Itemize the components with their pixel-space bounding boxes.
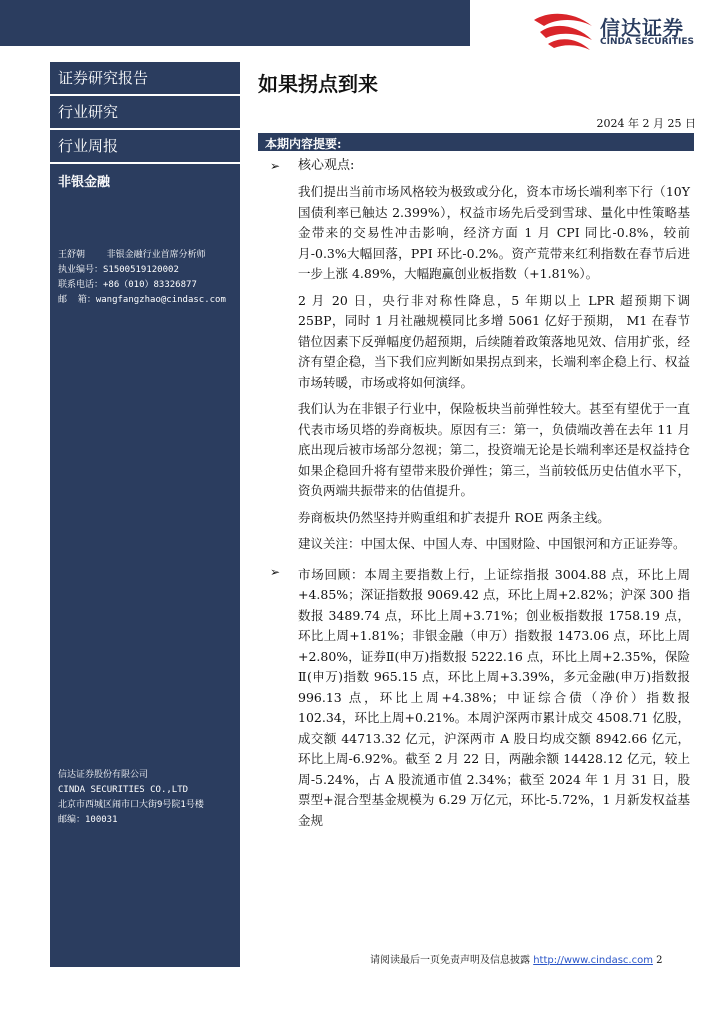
footer xyxy=(370,951,663,966)
footer-disclaimer: 请阅读最后一页免责声明及信息披露 xyxy=(370,955,534,966)
report-date: 2024 年 2 月 25 日 xyxy=(596,117,696,130)
sidebar-category-weekly: 行业周报 xyxy=(50,130,240,164)
footer-website-link[interactable]: http://www.cindasc.com xyxy=(533,955,653,966)
bullet-arrow-icon: ➢ xyxy=(270,564,281,579)
bullet-arrow-icon: ➢ xyxy=(270,159,281,173)
core-view-label: 核心观点: xyxy=(298,158,355,173)
header-band xyxy=(0,0,470,46)
sidebar-category-report: 证券研究报告 xyxy=(50,62,240,96)
page-title: 如果拐点到来 xyxy=(258,72,378,96)
section-label: 本期内容提要: xyxy=(265,137,342,151)
sidebar-category-industry: 行业研究 xyxy=(50,96,240,130)
paragraph-market-review: 市场回顾：本周主要指数上行，上证综指报 3004.88 点，环比上周+4.85%；深证指数报 9069.42 点，环比上周+2.82%；沪深 300 指数报 3489.74 点，环比上周+3.71%；创业板指数报 1758.19 点，环比上周+1.81%；非银金融（申万）指数报 1473.06 点，环比上周+2.80%，证券Ⅱ(申万)指数报 5222.16 点，环比上周+2.35%，保险Ⅱ(申万)指数 965.15 点，环比上周+3.39%，多元金融(申万)指数报 996.13 点，环比上周+4.38%；中证综合债（净价）指数报 102.34，环比上周+0.21%。本周沪深两市累计成交 4508.71 亿股，成交额 44713.32 亿元，沪深两市 A 股日均成交额 8942.66 亿元，环比上周-6.92%。截至 2 月 22 日，两融余额 14428.12 亿元，较上周-5.24%，占 A 股流通市值 2.34%；截至 2024 年 1 月 31 日，股票型+混合型基金规模为 6.29 万亿元，环比-5.72%，1 月新发权益基金规 xyxy=(298,566,690,828)
page-number: 2 xyxy=(656,955,663,966)
sidebar xyxy=(50,62,240,967)
logo-swoosh-icon xyxy=(530,10,598,54)
analyst-info: 王舒朝 非银金融行业首席分析师 执业编号：S1500519120002 联系电话：+86（010）83326877 邮 箱：wangfangzhao@cindasc.com xyxy=(58,250,226,305)
paragraph-market-style: 我们提出当前市场风格较为极致或分化，资本市场长端利率下行（10Y 国债利率已触达 2.399%），权益市场先后受到雪球、量化中性策略基金带来的交易性冲击影响，经济方面 1 月 CPI 同比-0.8%，较前月-0.3%大幅回落，PPI 环比-0.2%。资产荒带来红利指数在春节后进一步上涨 4.89%，大幅跑赢创业板指数（+1.81%）。 xyxy=(298,184,690,281)
market-review-block xyxy=(258,565,690,832)
logo-chinese-name: 信达证券 xyxy=(600,16,684,40)
paragraph-insurance: 我们认为在非银子行业中，保险板块当前弹性较大。甚至有望优于一直代表市场贝塔的券商板块。原因有三：第一，负债端改善在去年 11 月底出现后被市场部分忽视；第二，投资端无论是长端利率还是权益持仓如果企稳回升将有望带来股价弹性；第三，当前较低历史估值水平下，资负两端共振带来的估值提升。 xyxy=(298,401,690,498)
report-body xyxy=(258,156,690,837)
top-banner xyxy=(0,0,724,58)
sidebar-sector: 非银金融 xyxy=(58,175,111,190)
logo-english-name: CINDA SECURITIES xyxy=(600,37,694,47)
company-logo xyxy=(530,10,720,54)
paragraph-brokerage: 券商板块仍然坚持并购重组和扩表提升 ROE 两条主线。 xyxy=(298,509,610,525)
core-view-heading xyxy=(258,156,690,176)
paragraph-recommendation: 建议关注：中国太保、中国人寿、中国财险、中国银河和方正证券等。 xyxy=(298,536,686,551)
paragraph-policy: 2 月 20 日，央行非对称性降息，5 年期以上 LPR 超预期下调 25BP，同时 1 月社融规模同比多增 5061 亿好于预期， M1 在春节错位因素下反弹幅度仍超预期，后续随着政策落地见效、信用扩张，经济有望企稳，当下我们应判断如果拐点到来，长端利率企稳上行、权益市场转暖，市场或将如何演绎。 xyxy=(298,292,690,390)
company-info: 信达证券股份有限公司 CINDA SECURITIES CO.,LTD 北京市西城区闹市口大街9号院1号楼 邮编：100031 xyxy=(58,770,204,825)
